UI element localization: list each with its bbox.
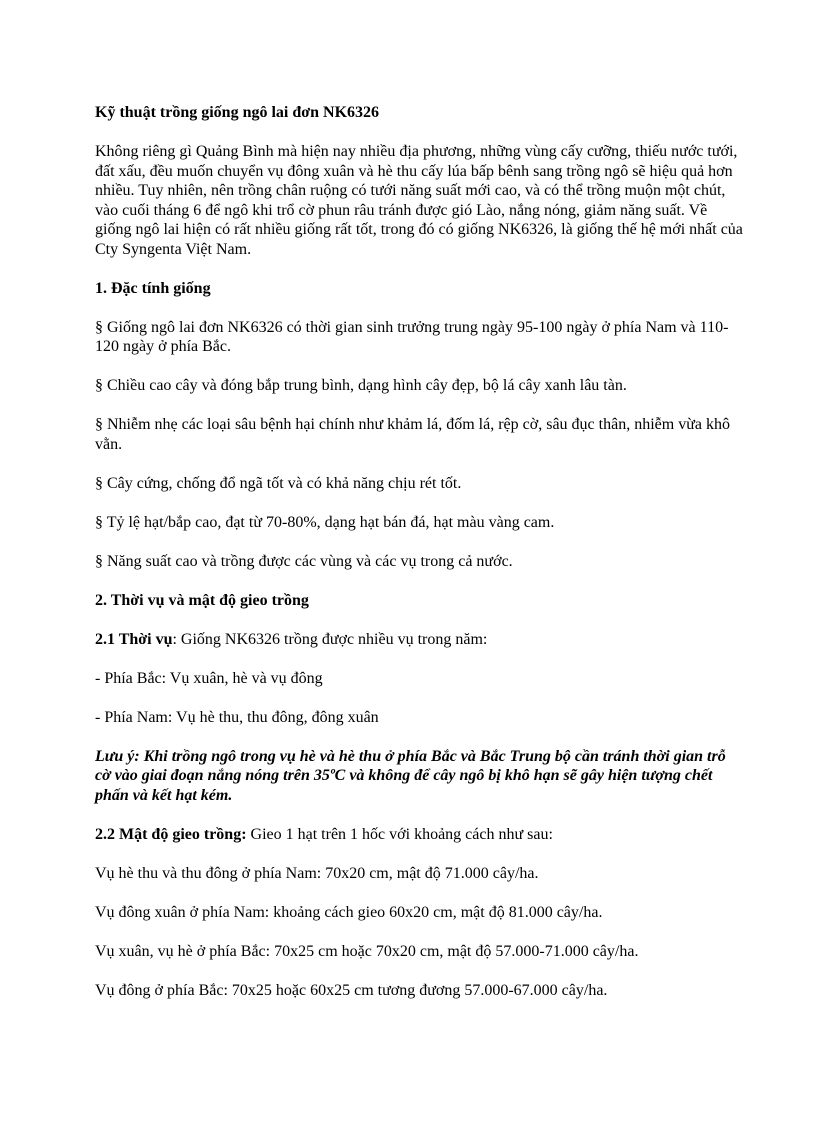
section-2-heading: 2. Thời vụ và mật độ gieo trồng — [95, 591, 309, 609]
density-line-3: Vụ xuân, vụ hè ở phía Bắc: 70x25 cm hoặc 70x20 cm, mật độ 57.000-71.000 cây/ha. — [95, 942, 639, 960]
subsection-2-2 — [95, 825, 745, 845]
trait-bullet-6: § Năng suất cao và trồng được các vùng và các vụ trong cả nước. — [95, 552, 513, 570]
document-title: Kỹ thuật trồng giống ngô lai đơn NK6326 — [95, 104, 380, 121]
trait-bullet-2: § Chiều cao cây và đóng bắp trung bình, dạng hình cây đẹp, bộ lá cây xanh lâu tàn. — [95, 377, 627, 394]
subsection-2-2-label: 2.2 Mật độ gieo trồng: — [95, 825, 247, 843]
subsection-2-2-text: Gieo 1 hạt trên 1 hốc với khoảng cách như sau: — [246, 825, 553, 843]
trait-bullet-5: § Tỷ lệ hạt/bắp cao, đạt từ 70-80%, dạng hạt bán đá, hạt màu vàng cam. — [95, 513, 555, 531]
subsection-2-1-label: 2.1 Thời vụ — [95, 630, 173, 648]
note-paragraph: Lưu ý: Khi trồng ngô trong vụ hè và hè thu ở phía Bắc và Bắc Trung bộ cần tránh thời gian trỗ cờ vào giai đoạn nắng nóng trên 35ºC và không để cây ngô bị khô hạn sẽ gây hiện tượng chết phấn và kết hạt kém. — [95, 747, 726, 804]
trait-bullet-1: § Giống ngô lai đơn NK6326 có thời gian sinh trưởng trung ngày 95-100 ngày ở phía Nam và 110-120 ngày ở phía Bắc. — [95, 318, 729, 355]
intro-paragraph: Không riêng gì Quảng Bình mà hiện nay nhiều địa phương, những vùng cấy cưỡng, thiếu nước tưới, đất xấu, đều muốn chuyển vụ đông xuân và hè thu cấy lúa bấp bênh sang trồng ngô sẽ hiệu quả hơn nhiều. Tuy nhiên, nên trồng chân ruộng có tưới năng suất mới cao, và có thể trồng muộn một chút, vào cuối tháng 6 để ngô khi trổ cờ phun râu tránh được gió Lào, nắng nóng, giảm năng suất. Về giống ngô lai hiện có rất nhiều giống rất tốt, trong đó có giống NK6326, là giống thế hệ mới nhất của Cty Syngenta Việt Nam. — [95, 143, 743, 258]
document-page — [95, 103, 745, 1020]
trait-bullet-3: § Nhiễm nhẹ các loại sâu bệnh hại chính như khảm lá, đốm lá, rệp cờ, sâu đục thân, nhiễm vừa khô vằn. — [95, 416, 730, 453]
season-south: - Phía Nam: Vụ hè thu, thu đông, đông xuân — [95, 708, 379, 726]
density-line-1: Vụ hè thu và thu đông ở phía Nam: 70x20 cm, mật độ 71.000 cây/ha. — [95, 864, 539, 882]
season-north: - Phía Bắc: Vụ xuân, hè và vụ đông — [95, 669, 323, 687]
density-line-4: Vụ đông ở phía Bắc: 70x25 hoặc 60x25 cm tương đương 57.000-67.000 cây/ha. — [95, 981, 608, 999]
density-line-2: Vụ đông xuân ở phía Nam: khoảng cách gieo 60x20 cm, mật độ 81.000 cây/ha. — [95, 903, 603, 921]
subsection-2-1 — [95, 630, 745, 650]
section-1-heading: 1. Đặc tính giống — [95, 279, 211, 297]
trait-bullet-4: § Cây cứng, chống đổ ngã tốt và có khả năng chịu rét tốt. — [95, 474, 462, 492]
subsection-2-1-text: : Giống NK6326 trồng được nhiều vụ trong năm: — [172, 630, 488, 648]
